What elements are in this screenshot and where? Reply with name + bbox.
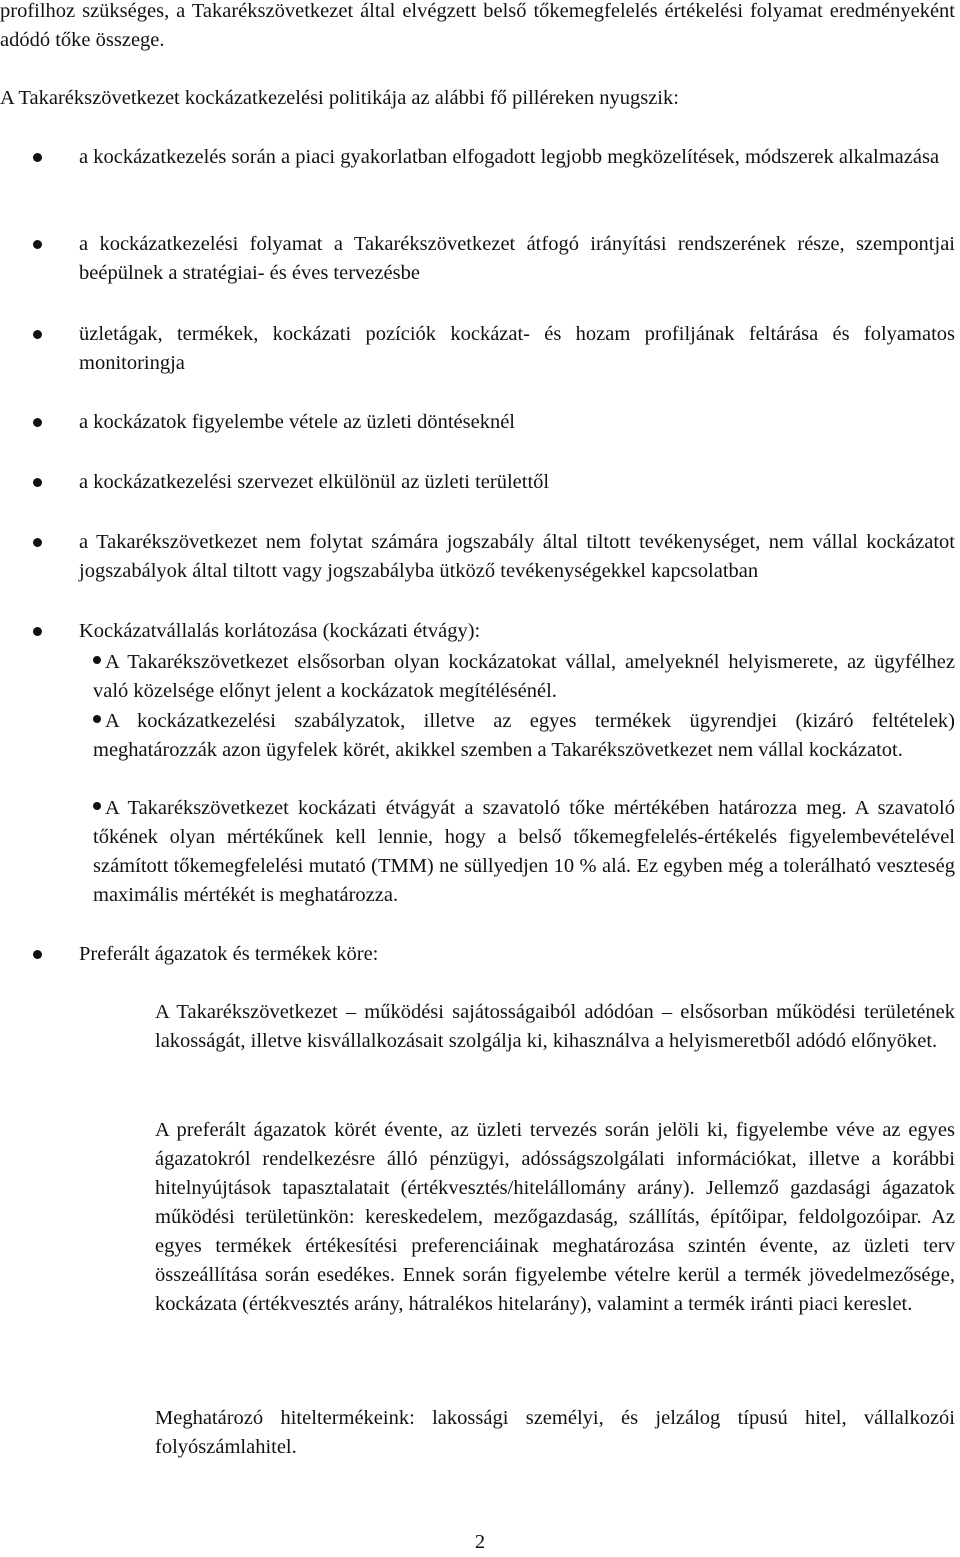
bullet-dot: [33, 153, 42, 162]
pillar-item-5: a kockázatkezelési szervezet elkülönül az üzleti területtől: [79, 471, 550, 493]
preferred-paragraph-3: Meghatározó hiteltermékeink: lakossági személyi, és jelzálog típusú hitel, vállalkozói folyószámlahitel.: [155, 1407, 955, 1458]
sub-bullet-dot: [93, 802, 101, 810]
pillar-item-6: a Takarékszövetkezet nem folytat számára jogszabály által tiltott tevékenységet, nem vállal kockázatot jogszabályok által tiltott vagy jogszabályba ütköző tevékenységekkel kapcsolatban: [79, 531, 955, 582]
pillars-lead-sentence: A Takarékszövetkezet kockázatkezelési politikája az alábbi fő pilléreken nyugszik:: [0, 87, 679, 109]
pillar-item-4: a kockázatok figyelembe vétele az üzleti döntéseknél: [79, 411, 515, 433]
risk-appetite-heading: Kockázatvállalás korlátozása (kockázati étvágy):: [79, 620, 481, 642]
sub-bullet-dot: [93, 715, 101, 723]
bullet-dot: [33, 538, 42, 547]
intro-continuation-paragraph: profilhoz szükséges, a Takarékszövetkezet által elvégzett belső tőkemegfelelés értékelési folyamat eredményeként adódó tőke összege.: [0, 0, 955, 51]
bullet-dot: [33, 627, 42, 636]
risk-appetite-item-1: A Takarékszövetkezet elsősorban olyan kockázatokat vállal, amelyeknél helyismerete, az ügyfélhez való közelsége előnyt jelent a kockázatok megítélésénél.: [93, 651, 955, 702]
bullet-dot: [33, 330, 42, 339]
bullet-dot: [33, 240, 42, 249]
pillar-item-1: a kockázatkezelés során a piaci gyakorlatban elfogadott legjobb megközelítések, módszerek alkalmazása: [79, 146, 940, 168]
sub-bullet-dot: [93, 656, 101, 664]
risk-appetite-item-3: A Takarékszövetkezet kockázati étvágyát a szavatoló tőke mértékében határozza meg. A szavatoló tőkének olyan mértékűnek kell lennie, hogy a belső tőkemegfelelés-értékelés figyelembevételével számított tőkemegfelelési mutató (TMM) ne süllyedjen 10 % alá. Ez egyben még a tolerálható veszteség maximális mértékét is meghatározza.: [93, 797, 955, 906]
preferred-paragraph-2: A preferált ágazatok körét évente, az üzleti tervezés során jelöli ki, figyelembe véve az egyes ágazatokról rendelkezésre álló pénzügyi, adósságszolgálati információkat, illetve a korábbi hitelnyújtások tapasztalatait (értékvesztés/hitelállomány arány). Jellemző gazdasági ágazatok működési területünkön: kereskedelem, mezőgazdaság, szállítás, építőipar, feldolgozóipar. Az egyes termékek értékesítési preferenciáinak meghatározása szintén évente, az üzleti terv összeállítása során esedékes. Ennek során figyelembe vételre kerül a termék jövedelmezősége, kockázata (értékvesztés arány, hátralékos hitelarány), valamint a termék iránti piaci kereslet.: [155, 1119, 955, 1315]
risk-appetite-item-2: A kockázatkezelési szabályzatok, illetve az egyes termékek ügyrendjei (kizáró feltételek) meghatározzák azon ügyfelek körét, akikkel szemben a Takarékszövetkezet nem vállal kockázatot.: [93, 710, 955, 761]
bullet-dot: [33, 418, 42, 427]
page-number: 2: [474, 1531, 486, 1553]
bullet-dot: [33, 478, 42, 487]
preferred-paragraph-1: A Takarékszövetkezet – működési sajátosságaiból adódóan – elsősorban működési területének lakosságát, illetve kisvállalkozásait szolgálja ki, kihasználva a helyismeretből adódó előnyöket.: [155, 1001, 955, 1052]
preferred-heading: Preferált ágazatok és termékek köre:: [79, 943, 379, 965]
pillar-item-3: üzletágak, termékek, kockázati pozíciók kockázat- és hozam profiljának feltárása és folyamatos monitoringja: [79, 323, 955, 374]
bullet-dot: [33, 950, 42, 959]
pillar-item-2: a kockázatkezelési folyamat a Takarékszövetkezet átfogó irányítási rendszerének része, szempontjai beépülnek a stratégiai- és éves tervezésbe: [79, 233, 955, 284]
